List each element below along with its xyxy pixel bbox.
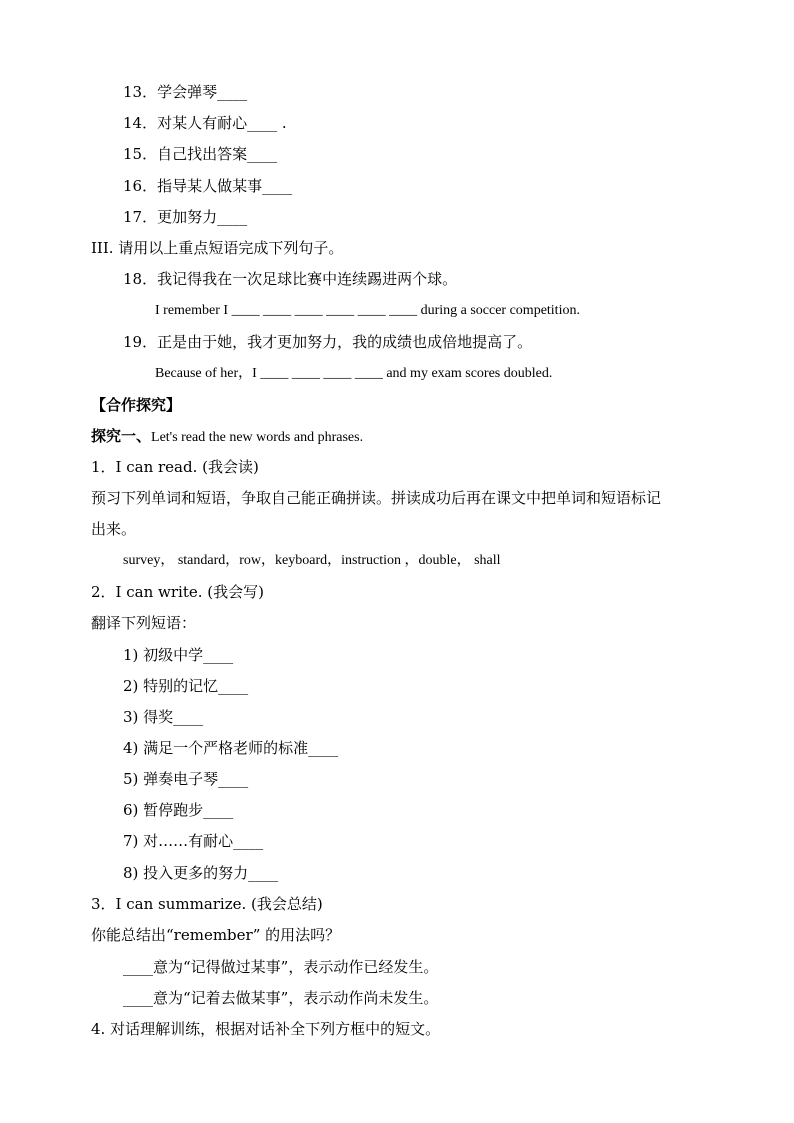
- remember-usage-2: ____意为“记着去做某事”，表示动作尚未发生。: [123, 989, 439, 1007]
- phrase-item-16: 16．指导某人做某事____: [123, 177, 293, 195]
- translate-item-4: 4) 满足一个严格老师的标准____: [123, 739, 339, 757]
- translate-item-5: 5) 弹奏电子琴____: [123, 770, 249, 788]
- vocabulary-words: survey， standard，row，keyboard，instruction ，double， shall: [123, 553, 501, 568]
- question-18-english: I remember I ____ ____ ____ ____ ____ ____ during a soccer competition.: [155, 303, 580, 318]
- translate-item-6: 6) 暂停跑步____: [123, 801, 234, 819]
- write-heading: 2．I can write. (我会写): [91, 583, 264, 601]
- phrase-item-14: 14．对某人有耐心____ .: [123, 114, 287, 132]
- question-19-english: Because of her，I ____ ____ ____ ____ and my exam scores doubled.: [155, 366, 553, 381]
- write-instruction: 翻译下列短语：: [91, 614, 197, 632]
- translate-item-1: 1) 初级中学____: [123, 646, 234, 664]
- summarize-question: 你能总结出“remember” 的用法吗？: [91, 926, 341, 944]
- translate-item-8: 8) 投入更多的努力____: [123, 864, 279, 882]
- summarize-heading: 3．I can summarize. (我会总结): [91, 895, 323, 913]
- phrase-item-15: 15．自己找出答案____: [123, 145, 278, 163]
- read-instruction-line-2: 出来。: [91, 520, 137, 538]
- question-18-chinese: 18．我记得我在一次足球比赛中连续踢进两个球。: [123, 270, 458, 288]
- read-heading: 1．I can read. (我会读): [91, 458, 259, 476]
- section-iii-heading: III. 请用以上重点短语完成下列句子。: [91, 239, 344, 257]
- cooperation-title: 【合作探究】: [91, 396, 182, 414]
- phrase-item-17: 17．更加努力____: [123, 208, 248, 226]
- question-19-chinese: 19．正是由于她，我才更加努力，我的成绩也成倍地提高了。: [123, 333, 533, 351]
- translate-item-2: 2) 特别的记忆____: [123, 677, 249, 695]
- explore-one-label: 探究一、: [91, 427, 152, 445]
- task-4-instruction: 4. 对话理解训练，根据对话补全下列方框中的短文。: [91, 1020, 441, 1038]
- phrase-item-13: 13．学会弹琴____: [123, 83, 248, 101]
- explore-one-line: [91, 425, 363, 449]
- read-instruction-line-1: 预习下列单词和短语，争取自己能正确拼读。拼读成功后再在课文中把单词和短语标记: [91, 489, 662, 507]
- explore-one-text: Let's read the new words and phrases.: [151, 430, 364, 445]
- translate-item-7: 7) 对……有耐心____: [123, 832, 264, 850]
- translate-item-3: 3) 得奖____: [123, 708, 204, 726]
- remember-usage-1: ____意为“记得做过某事”，表示动作已经发生。: [123, 958, 439, 976]
